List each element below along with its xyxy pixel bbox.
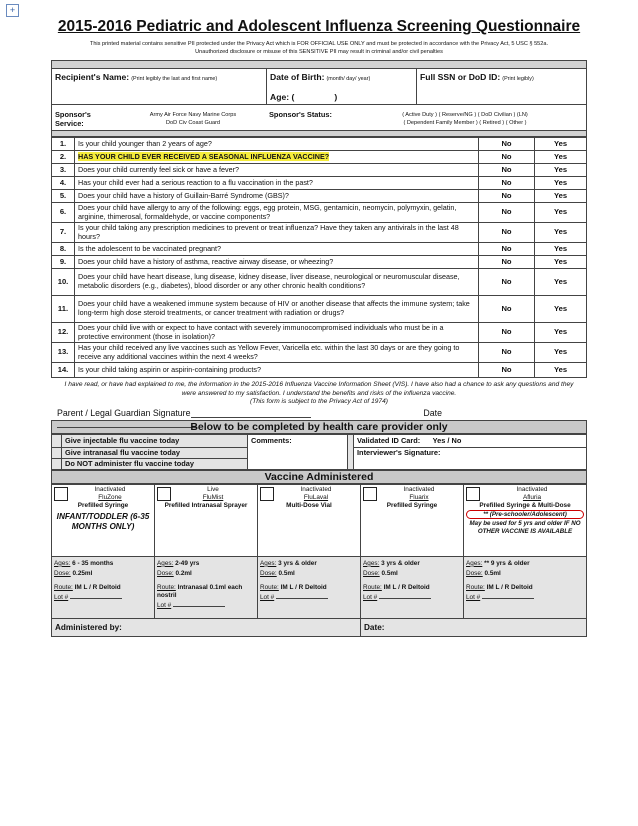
answer-yes[interactable]: Yes: [535, 203, 587, 223]
screening-form: [51, 16, 587, 637]
answer-no[interactable]: No: [479, 203, 535, 223]
lot-number-field[interactable]: Lot #: [54, 594, 152, 602]
sponsor-status-label: Sponsor's Status:: [269, 110, 332, 119]
question-text: Has your child received any live vaccines such as Yellow Fever, Varicella etc. within the last 30 days or are they going to receive any additional vaccines within the next 4 weeks?: [75, 343, 479, 363]
question-text: HAS YOUR CHILD EVER RECEIVED A SEASONAL INFLUENZA VACCINE?: [75, 151, 479, 164]
lot-number-field[interactable]: Lot #: [260, 594, 358, 602]
answer-yes[interactable]: Yes: [535, 269, 587, 296]
sponsor-status-options[interactable]: ( Active Duty ) ( Reserve/NG ) ( DoD Civilian ) (LN) ( Dependent Family Member ) ( Retired ) ( Other ): [402, 112, 528, 126]
question-text: Does your child have allergy to any of the following: eggs, egg protein, MSG, gentamicin, neomycin, polymyxin, gelatin, arginine, thimerosal, formaldehyde, or vaccine components?: [75, 203, 479, 223]
question-text: Has your child ever had a serious reaction to a flu vaccination in the past?: [75, 177, 479, 190]
vaccine-section-header: Vaccine Administered: [51, 470, 587, 484]
comments-field[interactable]: Comments:: [248, 434, 348, 469]
question-number: 12.: [52, 323, 75, 343]
answer-no[interactable]: No: [479, 164, 535, 177]
table-row: [52, 343, 587, 363]
form-title: 2015-2016 Pediatric and Adolescent Influenza Screening Questionnaire: [57, 18, 581, 35]
privacy-notice: This printed material contains sensitive PII protected under the Privacy Act which is FOR OFFICIAL USE ONLY and must be protected in accordance with the Privacy Act, 5 USC § 552a. Unauthorized disclosure or misuse of this SENSITIVE PII may result in criminal and/or civil penalties: [89, 41, 549, 55]
guardian-signature-line[interactable]: Parent / Legal Guardian Signature Date: [51, 408, 587, 420]
vaccine-option-flumist[interactable]: Live FluMist Prefilled Intranasal Sprayer: [155, 484, 258, 556]
answer-yes[interactable]: Yes: [535, 223, 587, 243]
table-row: [52, 223, 587, 243]
answer-yes[interactable]: Yes: [535, 243, 587, 256]
question-text: Does your child have a history of Guillain-Barré Syndrome (GBS)?: [75, 190, 479, 203]
question-text: Does your child live with or expect to have contact with severely immunocompromised individuals who must be in a protective environment (those in isolation)?: [75, 323, 479, 343]
vaccine-checkbox[interactable]: [466, 487, 480, 501]
lot-number-field[interactable]: Lot #: [363, 594, 461, 602]
question-text: Does your child have heart disease, lung disease, kidney disease, liver disease, neurological or neuromuscular disease, metabolic disorders (e.g., diabetes), blood disorder or any other chronic health conditions?: [75, 269, 479, 296]
sponsor-service-options[interactable]: Army Air Force Navy Marine Corps DoD Civ Coast Guard: [149, 112, 237, 126]
table-row: [52, 363, 587, 378]
question-text: Does your child currently feel sick or have a fever?: [75, 164, 479, 177]
vaccine-checkbox[interactable]: [54, 487, 68, 501]
question-text: Does your child have a weakened immune system because of HIV or another disease that affects the immune system; take long-term high dose steroid treatments, or cancer treatment with radiation or drugs?: [75, 296, 479, 323]
answer-yes[interactable]: Yes: [535, 164, 587, 177]
vaccine-option-flulaval[interactable]: Inactivated FluLaval Multi-Dose Vial: [258, 484, 361, 556]
question-number: 6.: [52, 203, 75, 223]
answer-no[interactable]: No: [479, 151, 535, 164]
ssn-field[interactable]: Full SSN or DoD ID: (Print legibly): [417, 69, 587, 105]
vaccine-checkbox[interactable]: [363, 487, 377, 501]
provider-section-header: Below to be completed by health care provider only: [51, 420, 587, 434]
vaccine-table: [51, 484, 587, 637]
answer-no[interactable]: No: [479, 363, 535, 378]
answer-no[interactable]: No: [479, 323, 535, 343]
divider: [52, 61, 587, 69]
provider-table: [51, 434, 587, 470]
sponsor-service-label: Sponsor's Service:: [55, 110, 91, 128]
answer-no[interactable]: No: [479, 190, 535, 203]
vaccine-dose-info: Ages: ** 9 yrs & older Dose: 0.5ml Route: IM L / R Deltoid Lot #: [464, 556, 587, 618]
question-text: Does your child have a history of asthma, reactive airway disease, or wheezing?: [75, 256, 479, 269]
answer-no[interactable]: No: [479, 343, 535, 363]
vaccine-option-afluria[interactable]: Inactivated Afluria Prefilled Syringe & Multi-Dose ** (Pre-schooler/Adolescent) May be used for 5 yrs and older IF NO OTHER VACCINE IS AVAILABLE: [464, 484, 587, 556]
questions-table: [51, 137, 587, 378]
answer-yes[interactable]: Yes: [535, 323, 587, 343]
answer-no[interactable]: No: [479, 269, 535, 296]
question-number: 5.: [52, 190, 75, 203]
table-row: [52, 243, 587, 256]
attestation-text: I have read, or have had explained to me, the information in the 2015-2016 Influenza Vaccine Information Sheet (VIS). I have also had a chance to ask any questions and they were answered to my satisfaction. I understand the benefits and risks of the influenza vaccine. (This form is subject to the Privacy Act of 1974): [64, 381, 574, 406]
answer-no[interactable]: No: [479, 296, 535, 323]
vaccine-option-fluzone[interactable]: Inactivated FluZone Prefilled Syringe INFANT/TODDLER (6-35 MONTHS ONLY): [52, 484, 155, 556]
question-number: 11.: [52, 296, 75, 323]
question-number: 10.: [52, 269, 75, 296]
answer-no[interactable]: No: [479, 177, 535, 190]
table-row: [52, 296, 587, 323]
answer-no[interactable]: No: [479, 138, 535, 151]
vaccine-checkbox[interactable]: [157, 487, 171, 501]
question-number: 4.: [52, 177, 75, 190]
vaccine-dose-info: Ages: 3 yrs & older Dose: 0.5ml Route: IM L / R Deltoid Lot #: [258, 556, 361, 618]
lot-number-field[interactable]: Lot #: [466, 594, 584, 602]
answer-yes[interactable]: Yes: [535, 190, 587, 203]
administered-date-field[interactable]: Date:: [361, 618, 587, 636]
table-row: [52, 203, 587, 223]
answer-yes[interactable]: Yes: [535, 138, 587, 151]
guardian-date-label: Date: [423, 407, 443, 418]
question-number: 9.: [52, 256, 75, 269]
answer-yes[interactable]: Yes: [535, 363, 587, 378]
vaccine-dose-info: Ages: 2-49 yrs Dose: 0.2ml Route: Intranasal 0.1ml each nostril Lot #: [155, 556, 258, 618]
answer-no[interactable]: No: [479, 243, 535, 256]
question-text: Is your child younger than 2 years of age?: [75, 138, 479, 151]
table-row: [52, 138, 587, 151]
table-row: [52, 323, 587, 343]
question-number: 3.: [52, 164, 75, 177]
vaccine-dose-info: Ages: 6 - 35 months Dose: 0.25ml Route: IM L / R Deltoid Lot #: [52, 556, 155, 618]
answer-no[interactable]: No: [479, 256, 535, 269]
divider: [52, 131, 587, 137]
do-not-administer-option[interactable]: Do NOT administer flu vaccine today: [62, 458, 248, 469]
answer-yes[interactable]: Yes: [535, 343, 587, 363]
vaccine-dose-info: Ages: 3 yrs & older Dose: 0.5ml Route: IM L / R Deltoid Lot #: [361, 556, 464, 618]
table-row: [52, 256, 587, 269]
interviewer-signature-field[interactable]: Interviewer's Signature:: [354, 447, 587, 469]
lot-number-field[interactable]: Lot #: [157, 602, 255, 610]
table-row: [52, 190, 587, 203]
table-row: [52, 151, 587, 164]
table-row: [52, 164, 587, 177]
give-intranasal-option[interactable]: Give intranasal flu vaccine today: [62, 447, 248, 458]
move-handle-icon[interactable]: +: [6, 4, 19, 17]
question-number: 1.: [52, 138, 75, 151]
sponsor-row: [52, 105, 587, 131]
give-injectable-option[interactable]: Give injectable flu vaccine today: [62, 434, 248, 447]
dob-field[interactable]: Date of Birth: (month/ day/ year) Age: ( ): [267, 69, 417, 105]
validated-id-field[interactable]: Validated ID Card: Yes / No: [354, 434, 587, 447]
question-text: Is the adolescent to be vaccinated pregnant?: [75, 243, 479, 256]
answer-yes[interactable]: Yes: [535, 256, 587, 269]
age-field[interactable]: Age: ( ): [270, 92, 338, 102]
answer-yes[interactable]: Yes: [535, 296, 587, 323]
vaccine-checkbox[interactable]: [260, 487, 274, 501]
question-number: 14.: [52, 363, 75, 378]
vaccine-option-fluarix[interactable]: Inactivated Fluarix Prefilled Syringe: [361, 484, 464, 556]
recipient-name-field[interactable]: Recipient's Name: (Print legibly the last and first name): [52, 69, 267, 105]
question-text: Is your child taking any prescription medicines to prevent or treat influenza? Have they taken any antivirals in the last 48 hours?: [75, 223, 479, 243]
question-number: 8.: [52, 243, 75, 256]
question-number: 2.: [52, 151, 75, 164]
question-number: 13.: [52, 343, 75, 363]
answer-yes[interactable]: Yes: [535, 151, 587, 164]
administered-by-field[interactable]: Administered by:: [52, 618, 361, 636]
question-number: 7.: [52, 223, 75, 243]
table-row: [52, 269, 587, 296]
recipient-name-label: Recipient's Name:: [55, 72, 130, 82]
answer-no[interactable]: No: [479, 223, 535, 243]
recipient-table: [51, 60, 587, 137]
table-row: [52, 177, 587, 190]
question-text: Is your child taking aspirin or aspirin-containing products?: [75, 363, 479, 378]
answer-yes[interactable]: Yes: [535, 177, 587, 190]
